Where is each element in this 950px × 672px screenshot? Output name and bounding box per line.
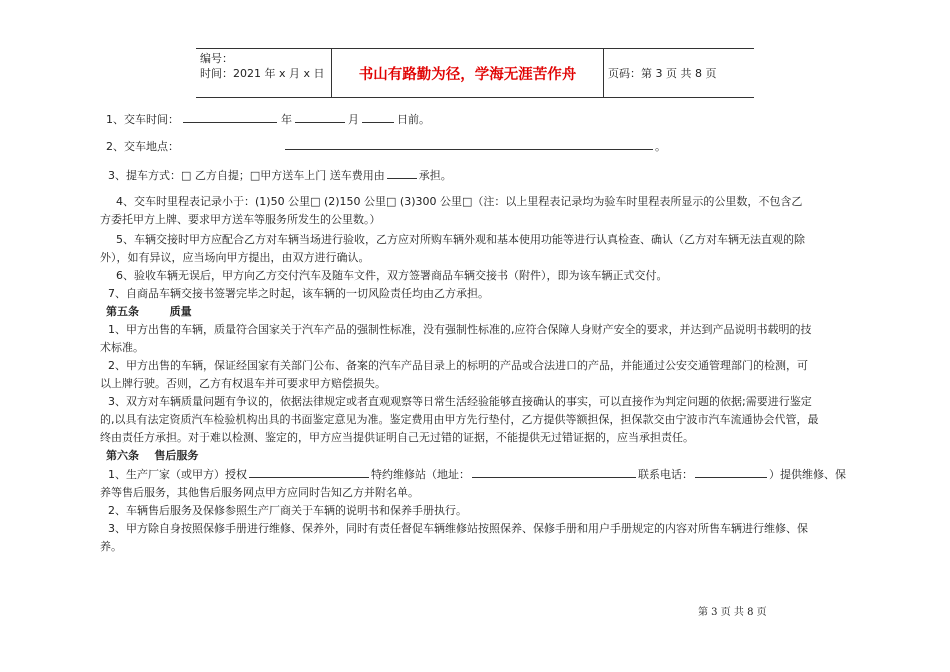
mileage-line: 4、交车时里程表记录小于：(1)50 公里□ (2)150 公里□ (3)300 公里□（注：以上里程表记录均为验车时里程表所显示的公里数，不包含乙: [116, 195, 803, 208]
header-page-number: 页码：第 3 页 共 8 页: [608, 67, 717, 80]
inspection-line-cont: 外），如有异议，应当场向甲方提出，由双方进行确认。: [100, 251, 370, 264]
service-1: 1、生产厂家（或甲方）授权 特约维修站（地址： 联系电话： ）提供维修、保: [108, 465, 860, 484]
quality-3-cont2: 终由责任方承担。对于难以检测、鉴定的，甲方应当提供证明自己无过错的证据，不能提供无过错证据的，应当承担责任。: [100, 431, 694, 444]
time-label: 时间：2021 年 x 月 x 日: [200, 67, 325, 80]
section-5-heading: 第五条 质量: [106, 305, 192, 318]
section-6-heading: 第六条 售后服务: [106, 449, 199, 462]
header-divider: [603, 49, 604, 97]
number-label: 编号：: [200, 52, 233, 65]
page-header: [196, 48, 754, 98]
service-2: 2、车辆售后服务及保修参照生产厂商关于车辆的说明书和保养手册执行。: [108, 504, 467, 517]
header-meta: [200, 51, 330, 95]
delivery-place-line: 2、交车地点： 。: [106, 137, 860, 156]
handover-line: 6、验收车辆无误后，甲方向乙方交付汽车及随车文件，双方签署商品车辆交接书（附件），即为该车辆正式交付。: [116, 269, 668, 282]
service-3-cont: 养。: [100, 540, 122, 553]
quality-3: 3、双方对车辆质量问题有争议的，依据法律规定或者直观观察等日常生活经验能够直接确认的事实，可以直接作为判定问题的依据;需要进行鉴定: [108, 395, 812, 408]
quality-2: 2、甲方出售的车辆，保证经国家有关部门公布、备案的汽车产品目录上的标明的产品或合法进口的产品，并能通过公安交通管理部门的检测，可: [108, 359, 808, 372]
quality-1: 1、甲方出售的车辆，质量符合国家关于汽车产品的强制性标准，没有强制性标准的,应符合保障人身财产安全的要求，并达到产品说明书载明的技: [108, 323, 812, 336]
quality-3-cont: 的,以具有法定资质汽车检验机构出具的书面鉴定意见为准。鉴定费用由甲方先行垫付，乙方提供等额担保，担保款交由宁波市汽车流通协会代管，最: [100, 413, 819, 426]
page-footer: 第 3 页 共 8 页: [698, 607, 767, 618]
risk-line: 7、自商品车辆交接书签署完毕之时起，该车辆的一切风险责任均由乙方承担。: [108, 287, 489, 300]
mileage-line-cont: 方委托甲方上牌、要求甲方送车等服务所发生的公里数。）: [100, 213, 381, 226]
inspection-line: 5、车辆交接时甲方应配合乙方对车辆当场进行验收，乙方应对所购车辆外观和基本使用功能等进行认真检查、确认（乙方对车辆无法直观的除: [116, 233, 805, 246]
document-body: [100, 110, 860, 556]
quality-2-cont: 以上牌行驶。否则，乙方有权退车并可要求甲方赔偿损失。: [100, 377, 386, 390]
service-1-cont: 养等售后服务，其他售后服务网点甲方应同时告知乙方并附名单。: [100, 486, 419, 499]
quality-1-cont: 术标准。: [100, 341, 144, 354]
delivery-time-line: 1、交车时间： 年 月 日前。: [106, 110, 860, 129]
header-motto: 书山有路勤为径，学海无涯苦作舟: [358, 65, 577, 83]
pickup-method-line: 3、提车方式：□ 乙方自提；□甲方送车上门 送车费用由 承担。: [108, 166, 860, 185]
service-3: 3、甲方除自身按照保修手册进行维修、保养外，同时有责任督促车辆维修站按照保养、保修手册和用户手册规定的内容对所售车辆进行维修、保: [108, 522, 808, 535]
